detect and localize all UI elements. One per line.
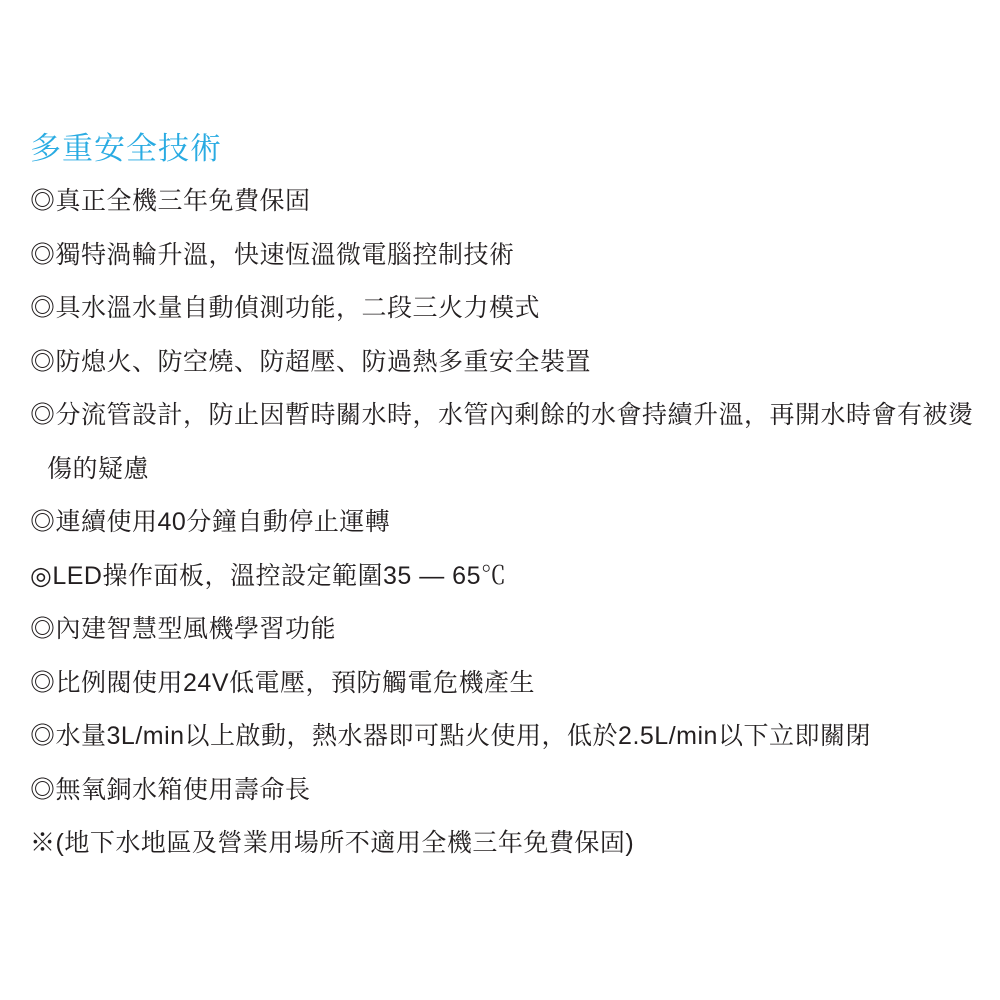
feature-item	[30, 764, 975, 818]
feature-item	[30, 282, 975, 336]
feature-item	[30, 550, 975, 604]
feature-text: 具水溫水量自動偵測功能，二段三火力模式	[55, 294, 541, 322]
feature-text: 內建智慧型風機學習功能	[55, 615, 337, 643]
double-circle-bullet-icon: ◎	[30, 401, 56, 429]
feature-text: 分流管設計，防止因暫時關水時，水管內剩餘的水會持續升溫，再開水時會有被燙傷的疑慮	[47, 401, 974, 483]
feature-item	[30, 175, 975, 229]
product-description-page	[30, 122, 975, 871]
double-circle-bullet-icon: ◎	[30, 615, 56, 643]
feature-item	[30, 336, 975, 390]
feature-text: LED操作面板，溫控設定範圍35 — 65℃	[52, 561, 507, 590]
feature-text: 防熄火、防空燒、防超壓、防過熱多重安全裝置	[55, 347, 592, 376]
double-circle-bullet-icon: ◎	[30, 722, 56, 750]
double-circle-bullet-icon: ◎	[30, 668, 56, 697]
double-circle-bullet-icon: ◎	[30, 187, 56, 215]
feature-item	[30, 389, 975, 496]
double-circle-bullet-icon: ◎	[30, 561, 53, 590]
feature-item	[30, 603, 975, 657]
feature-text: 水量3L/min以上啟動，熱水器即可點火使用，低於2.5L/min以下立即關閉	[55, 722, 871, 750]
section-title: 多重安全技術	[30, 131, 222, 166]
feature-item	[30, 657, 975, 711]
feature-text: 無氧銅水箱使用壽命長	[55, 775, 311, 804]
double-circle-bullet-icon: ◎	[30, 240, 56, 269]
feature-text: 獨特渦輪升溫，快速恆溫微電腦控制技術	[55, 240, 515, 269]
feature-text: 連續使用40分鐘自動停止運轉	[55, 508, 391, 536]
feature-item	[30, 710, 975, 764]
feature-text: 比例閥使用24V低電壓，預防觸電危機產生	[55, 668, 535, 697]
feature-text: 真正全機三年免費保固	[55, 187, 311, 215]
double-circle-bullet-icon: ◎	[30, 294, 56, 322]
footnote-text: (地下水地區及營業用場所不適用全機三年免費保固)	[55, 829, 635, 857]
double-circle-bullet-icon: ◎	[30, 775, 56, 804]
reference-mark-icon: ※	[30, 829, 56, 857]
feature-item	[30, 496, 975, 550]
double-circle-bullet-icon: ◎	[30, 347, 56, 376]
feature-item	[30, 229, 975, 283]
footnote	[30, 817, 975, 871]
double-circle-bullet-icon: ◎	[30, 508, 56, 536]
